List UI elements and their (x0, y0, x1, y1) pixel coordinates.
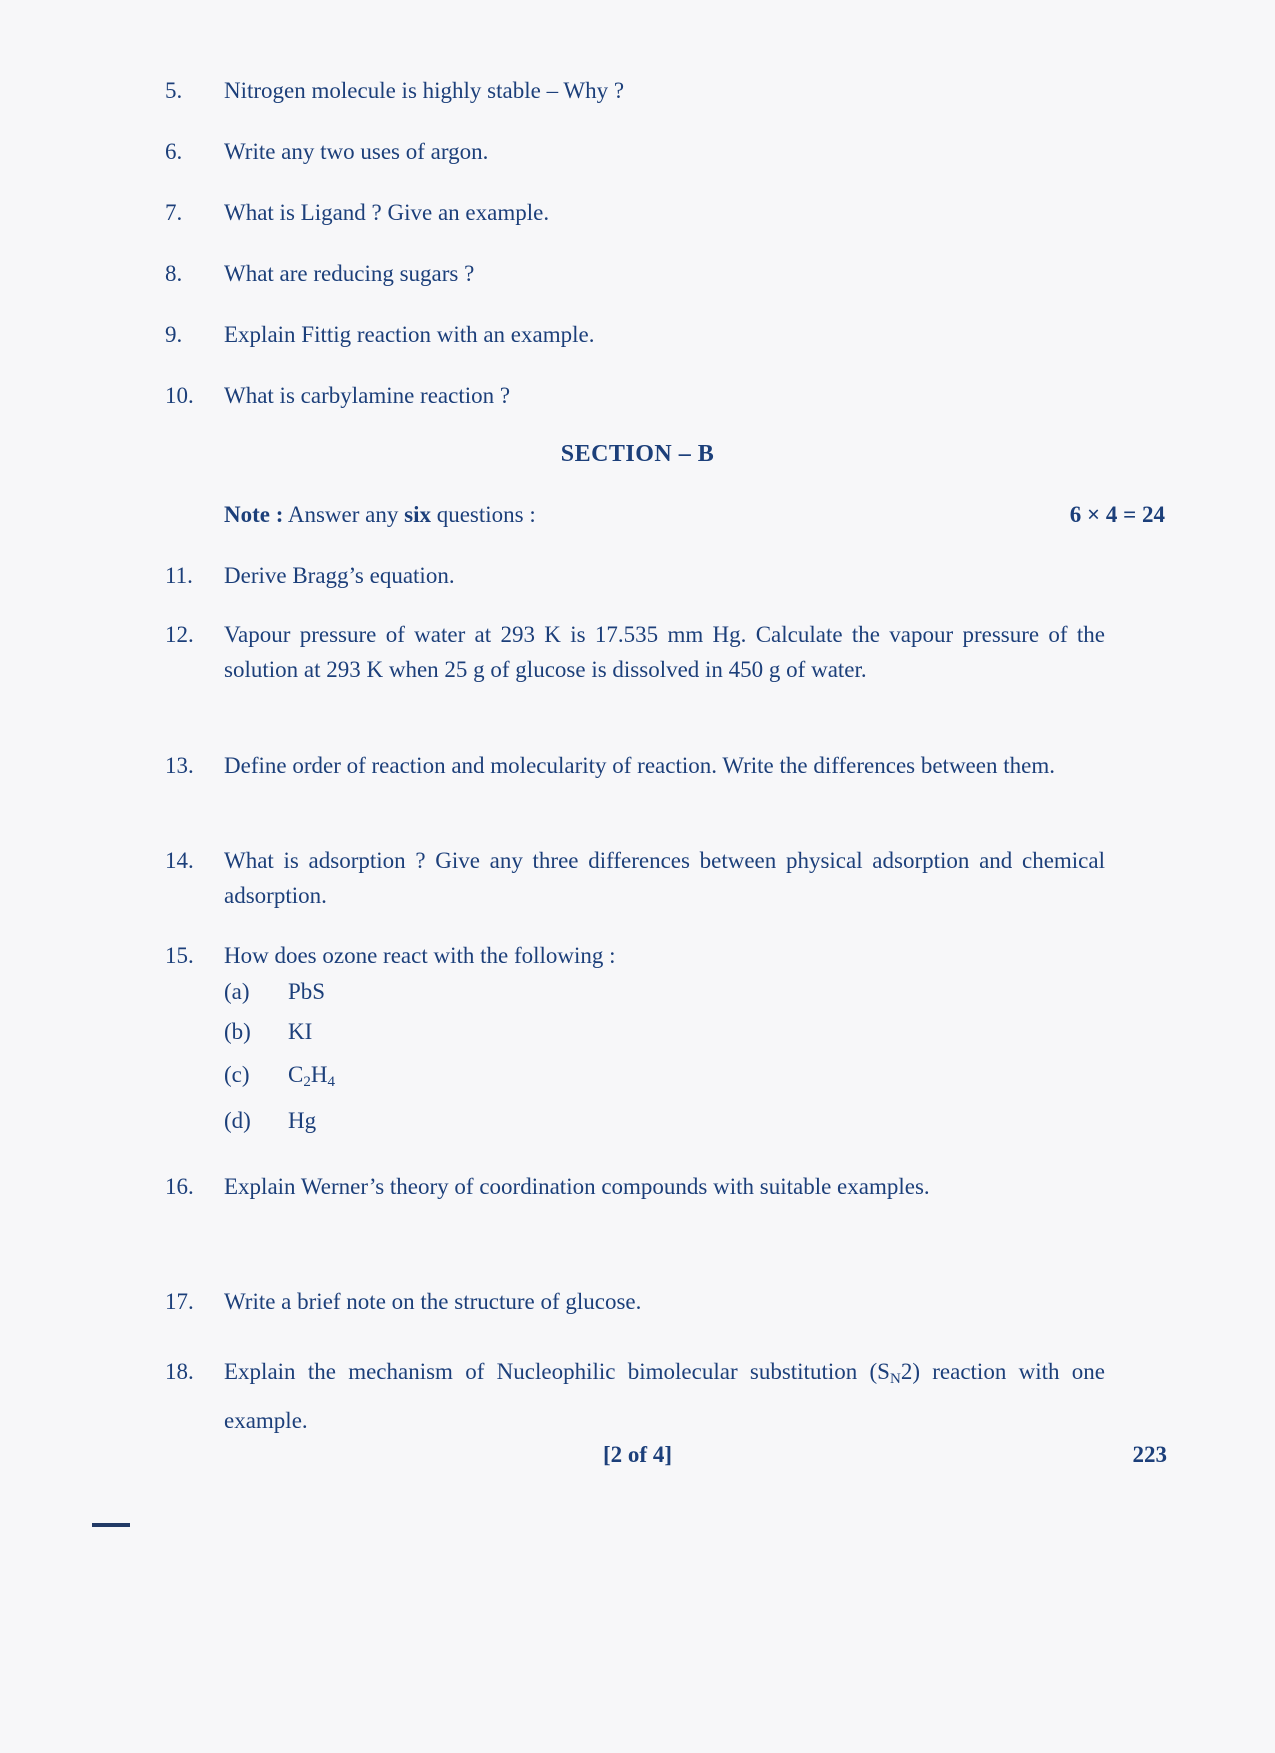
note-text-post: questions : (436, 502, 536, 527)
option-label: (d) (224, 1108, 251, 1133)
question-number: 5. (165, 78, 183, 103)
note-label: Note : (224, 502, 284, 527)
question-text: Explain Fittig reaction with an example. (224, 322, 595, 347)
option-b (224, 1019, 312, 1045)
question-text: What is adsorption ? Give any three differences between physical adsorption and chemical adsorption. (224, 848, 1105, 908)
question-text: Write a brief note on the structure of glucose. (224, 1289, 642, 1314)
question-text: Explain the mechanism of Nucleophilic bimolecular substitution $(S_N2)$ reaction with one example. (224, 1359, 1105, 1433)
question-text: Nitrogen molecule is highly stable – Why ? (224, 78, 625, 103)
option-formula: $C_2H_4$ (288, 1062, 335, 1090)
option-text: KI (288, 1019, 313, 1044)
question-text: What is Ligand ? Give an example. (224, 200, 550, 225)
option-label: (b) (224, 1019, 251, 1044)
option-text: Hg (288, 1108, 317, 1133)
question-number: 14. (165, 848, 194, 873)
question-text: Explain Werner’s theory of coordination compounds with suitable examples. (224, 1174, 930, 1199)
option-a (224, 979, 325, 1005)
note-text-pre: Answer any (287, 502, 399, 527)
note-text-bold: six (404, 502, 431, 527)
question-number: 11. (165, 563, 193, 588)
question-number: 16. (165, 1174, 194, 1199)
question-text: Write any two uses of argon. (224, 139, 489, 164)
option-label: (a) (224, 979, 250, 1004)
option-label: (c) (224, 1062, 250, 1087)
question-number: 9. (165, 322, 183, 347)
question-text: What are reducing sugars ? (224, 261, 475, 286)
page-indicator: [2 of 4] (603, 1442, 672, 1467)
question-number: 17. (165, 1289, 194, 1314)
section-b-note (224, 502, 536, 528)
section-b-title: SECTION – B (560, 441, 715, 467)
question-number: 8. (165, 261, 183, 286)
option-c (224, 1062, 335, 1091)
question-text: Derive Bragg’s equation. (224, 563, 455, 588)
question-number: 6. (165, 139, 183, 164)
paper-code: 223 (1132, 1442, 1167, 1467)
margin-mark (92, 1523, 130, 1527)
question-number: 10. (165, 383, 194, 408)
question-text: What is carbylamine reaction ? (224, 383, 511, 408)
option-d (224, 1108, 316, 1134)
section-b-marks: 6 × 4 = 24 (1069, 502, 1165, 527)
question-number: 15. (165, 943, 194, 968)
question-text: How does ozone react with the following : (224, 943, 616, 968)
option-text: PbS (288, 979, 326, 1004)
question-number: 7. (165, 200, 183, 225)
question-text: Define order of reaction and molecularity of reaction. Write the differences between them. (224, 753, 1055, 778)
question-text: Vapour pressure of water at 293 K is 17.535 mm Hg. Calculate the vapour pressure of the solution at 293 K when 25 g of glucose is dissolved in 450 g of water. (224, 622, 1105, 682)
question-number: 12. (165, 622, 194, 647)
question-number: 13. (165, 753, 194, 778)
question-number: 18. (165, 1359, 194, 1384)
